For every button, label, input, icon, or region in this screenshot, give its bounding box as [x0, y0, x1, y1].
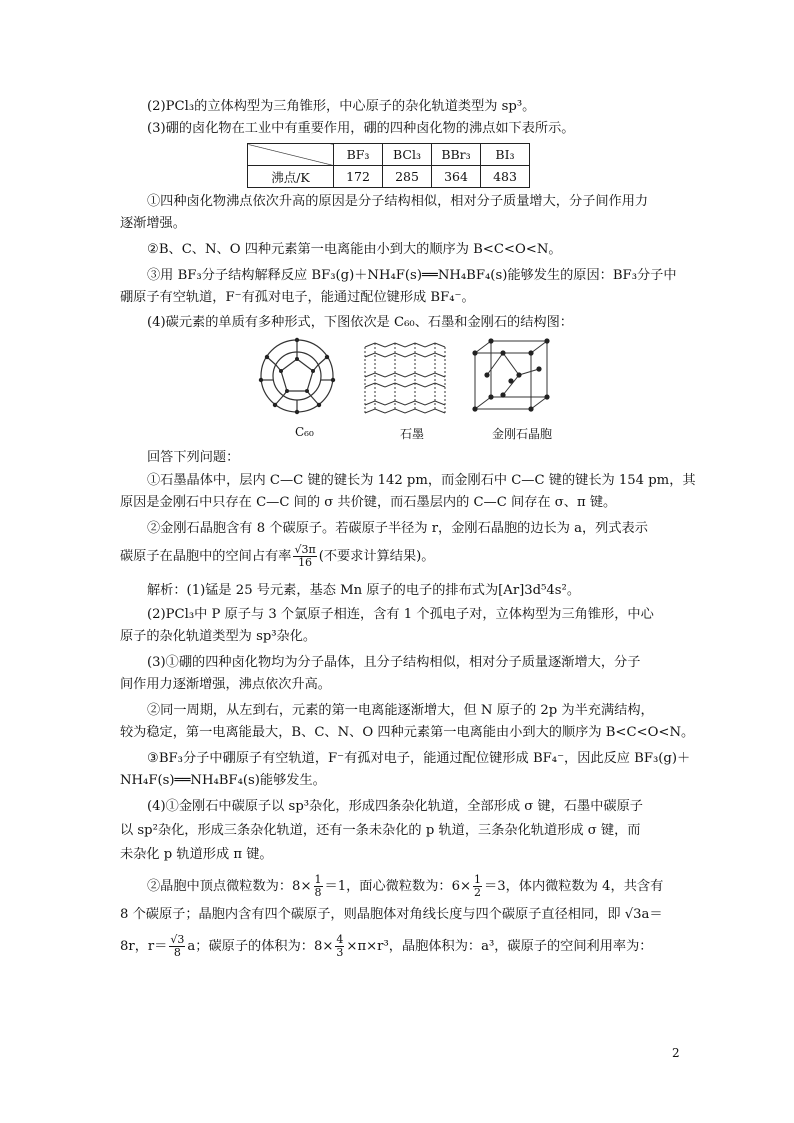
- text-line: 逐渐增强。: [120, 216, 186, 231]
- frac-numerator: 1: [314, 873, 322, 886]
- table-cell: 364: [432, 166, 481, 188]
- carbon-structures-figure: [255, 335, 555, 417]
- fraction: [335, 934, 344, 959]
- text-line: ②B、C、N、O 四种元素第一电离能由小到大的顺序为 B<C<O<N。: [147, 242, 562, 257]
- frac-numerator: 4: [336, 933, 344, 946]
- c60-structure: [261, 340, 333, 412]
- text-segment: 碳原子在晶胞中的空间占有率: [120, 549, 292, 564]
- text-line: ①石墨晶体中，层内 C—C 键的键长为 142 pm，而金刚石中 C—C 键的键长为 154 pm，其: [147, 473, 696, 488]
- figure-caption: 石墨: [400, 427, 425, 441]
- text-line: 原子的杂化轨道类型为 sp³杂化。: [120, 629, 317, 644]
- table-row-label: 沸点/K: [248, 166, 334, 188]
- text-segment: (不要求计算结果)。: [318, 549, 435, 564]
- text-segment: ×π×r³，晶胞体积为：a³，碳原子的空间利用率为：: [346, 939, 653, 954]
- table-cell: 285: [383, 166, 432, 188]
- text-line: NH₄F(s)══NH₄BF₄(s)能够发生。: [120, 773, 326, 788]
- page-number: 2: [672, 1046, 680, 1060]
- text-line: 8 个碳原子；晶胞内含有四个碳原子，则晶胞体对角线长度与四个碳原子直径相同，即 √3a＝: [120, 907, 663, 922]
- text-line: 间作用力逐渐增强，沸点依次升高。: [120, 677, 331, 692]
- text-line: 较为稳定，第一电离能最大，B、C、N、O 四种元素第一电离能由小到大的顺序为 B<C<O<N。: [120, 725, 695, 740]
- text-line: 原因是金刚石中只存在 C—C 间的 σ 共价键，而石墨层内的 C—C 间存在 σ、π 键。: [120, 495, 617, 510]
- text-line: (3)硼的卤化物在工业中有重要作用，硼的四种卤化物的沸点如下表所示。: [147, 121, 575, 136]
- text-segment: 8r，r＝: [120, 939, 168, 954]
- fraction: [314, 874, 323, 899]
- text-line: (2)PCl₃中 P 原子与 3 个氯原子相连，含有 1 个孤电子对，立体构型为三角锥形，中心: [147, 607, 654, 622]
- table-corner-cell: [248, 144, 334, 166]
- text-segment: ＝3，体内微粒数为 4，共含有: [484, 879, 664, 894]
- boiling-point-table: [247, 143, 530, 188]
- text-segment: a: [187, 939, 196, 954]
- text-line: (4)①金刚石中碳原子以 sp³杂化，形成四条杂化轨道，全部形成 σ 键，石墨中碳原子: [147, 799, 643, 814]
- table-header: BBr₃: [432, 144, 481, 166]
- text-segment: ②晶胞中顶点微粒数为：8×: [147, 879, 312, 894]
- frac-denominator: 3: [336, 946, 344, 959]
- text-segment: ；碳原子的体积为：8×: [195, 939, 334, 954]
- graphite-structure: [365, 343, 445, 413]
- answer-fraction: [293, 544, 316, 569]
- text-line: (4)碳元素的单质有多种形式，下图依次是 C₆₀、石墨和金刚石的结构图：: [147, 315, 573, 330]
- text-line: 以 sp²杂化，形成三条杂化轨道，还有一条未杂化的 p 轨道，三条杂化轨道形成 σ 键，而: [120, 823, 641, 838]
- table-cell: 483: [481, 166, 530, 188]
- table-header: BI₃: [481, 144, 530, 166]
- text-line: (3)①硼的四种卤化物均为分子晶体，且分子结构相似，相对分子质量逐渐增大，分子: [147, 655, 641, 670]
- frac-numerator: √3π: [294, 543, 316, 556]
- text-line: (2)PCl₃的立体构型为三角锥形，中心原子的杂化轨道类型为 sp³。: [147, 99, 536, 114]
- text-line: 回答下列问题：: [147, 450, 240, 465]
- text-line: [120, 544, 680, 569]
- table-cell: 172: [334, 166, 383, 188]
- frac-denominator: 8: [314, 886, 322, 899]
- text-line: ②金刚石晶胞含有 8 个碳原子。若碳原子半径为 r，金刚石晶胞的边长为 a，列式表示: [147, 521, 648, 536]
- frac-denominator: 2: [474, 886, 482, 899]
- text-line: ③BF₃分子中硼原子有空轨道，F⁻有孤对电子，能通过配位键形成 BF₄⁻，因此反应 BF₃(g)＋: [147, 751, 691, 766]
- frac-numerator: 1: [474, 873, 482, 886]
- text-line: 未杂化 p 轨道形成 π 键。: [120, 847, 273, 862]
- figure-caption: C₆₀: [295, 425, 314, 439]
- text-line: [120, 934, 680, 959]
- fraction: [169, 934, 185, 959]
- frac-denominator: 16: [298, 556, 313, 569]
- frac-denominator: 8: [173, 946, 181, 959]
- frac-numerator: √3: [170, 933, 185, 946]
- table-header: BF₃: [334, 144, 383, 166]
- text-line: ①四种卤化物沸点依次升高的原因是分子结构相似，相对分子质量增大，分子间作用力: [147, 194, 649, 209]
- fraction: [473, 874, 482, 899]
- text-line: [147, 874, 680, 899]
- text-line: 硼原子有空轨道，F⁻有孤对电子，能通过配位键形成 BF₄⁻。: [120, 290, 475, 305]
- text-line: 解析：(1)锰是 25 号元素，基态 Mn 原子的电子的排布式为[Ar]3d⁵4s²。: [147, 583, 581, 598]
- text-line: ②同一周期，从左到右，元素的第一电离能逐渐增大，但 N 原子的 2p 为半充满结构，: [147, 703, 654, 718]
- figure-caption: 金刚石晶胞: [492, 427, 553, 441]
- text-line: ③用 BF₃分子结构解释反应 BF₃(g)＋NH₄F(s)══NH₄BF₄(s)能够发生的原因：BF₃分子中: [147, 268, 677, 283]
- text-segment: ＝1，面心微粒数为：6×: [324, 879, 472, 894]
- table-header: BCl₃: [383, 144, 432, 166]
